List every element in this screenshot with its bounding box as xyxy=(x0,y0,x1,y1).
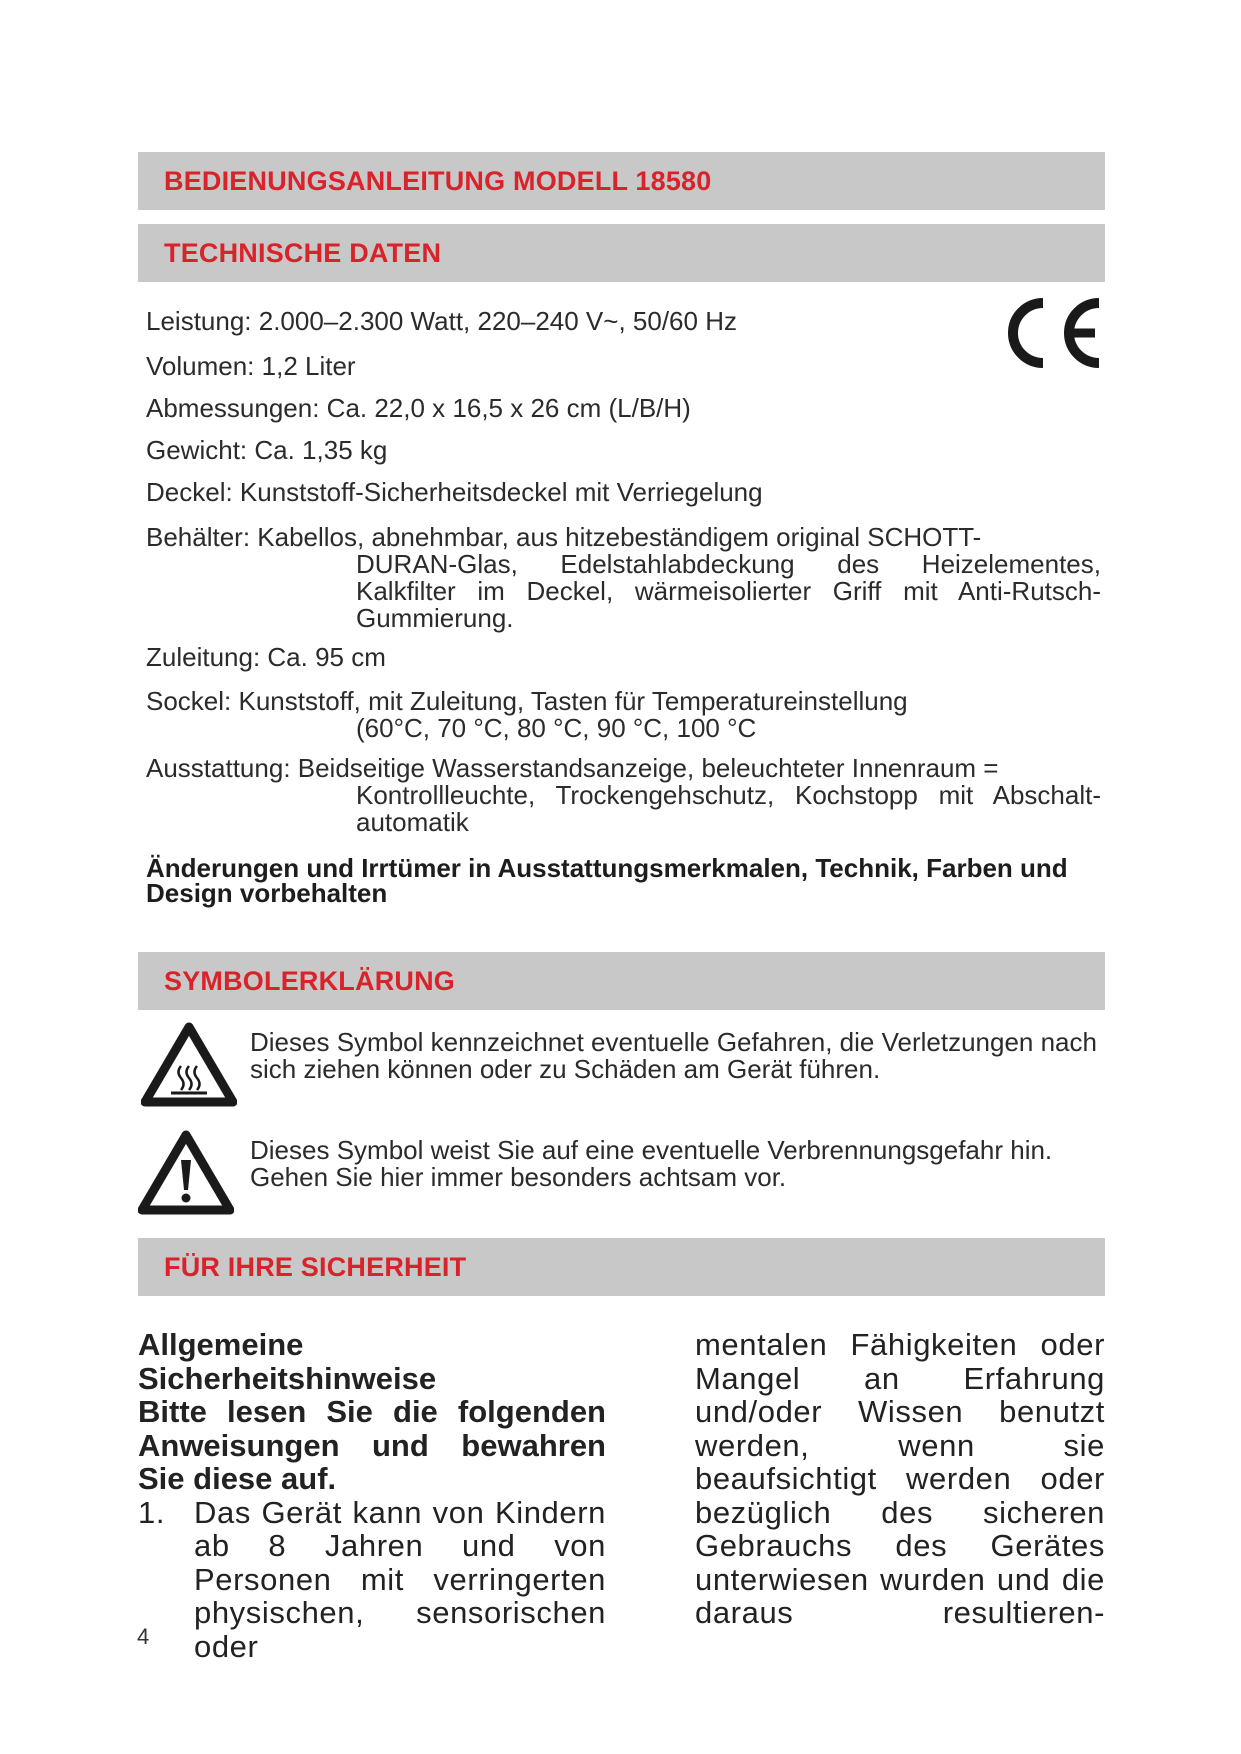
spec-behaelter-line1: Behälter: Kabellos, abnehmbar, aus hitzebeständigem original SCHOTT- xyxy=(146,522,982,552)
spec-ausstattung-cont: Kontrollleuchte, Trockengehschutz, Kochstopp mit Abschalt-automatik xyxy=(356,780,1101,837)
section-technical-bar xyxy=(138,224,1105,282)
spec-behaelter-cont: DURAN-Glas, Edelstahlabdeckung des Heizelementes, Kalkfilter im Deckel, wärmeisolierter Griff mit Anti-Rutsch-Gummierung. xyxy=(356,549,1101,633)
safety-item-1-text: Das Gerät kann von Kindern ab 8 Jahren und von Personen mit verringerten physischen, sensorischen oder xyxy=(194,1494,606,1664)
spec-sockel-cont: (60°C, 70 °C, 80 °C, 90 °C, 100 °C xyxy=(356,713,757,743)
symbols-heading: SYMBOLERKLÄRUNG xyxy=(164,966,455,996)
spec-ausstattung-line1: Ausstattung: Beidseitige Wasserstandsanzeige, beleuchteter Innenraum = xyxy=(146,753,999,783)
spec-abmessungen: Abmessungen: Ca. 22,0 x 16,5 x 26 cm (L/B/H) xyxy=(146,393,691,423)
ce-mark-icon xyxy=(1005,295,1105,371)
spec-gewicht: Gewicht: Ca. 1,35 kg xyxy=(146,435,388,465)
section-title-bar xyxy=(138,152,1105,210)
technical-heading: TECHNISCHE DATEN xyxy=(164,238,442,268)
spec-behaelter xyxy=(146,524,1101,632)
spec-zuleitung: Zuleitung: Ca. 95 cm xyxy=(146,642,386,672)
spec-leistung: Leistung: 2.000–2.300 Watt, 220–240 V~, 50/60 Hz xyxy=(146,306,737,336)
document-title: BEDIENUNGSANLEITUNG MODELL 18580 xyxy=(164,166,712,196)
spec-volumen: Volumen: 1,2 Liter xyxy=(146,351,356,381)
disclaimer-note: Änderungen und Irrtümer in Ausstattungsmerkmalen, Technik, Farben und Design vorbehalten xyxy=(146,853,1068,908)
section-symbols-bar xyxy=(138,952,1105,1010)
section-safety-bar xyxy=(138,1238,1105,1296)
safety-item-1 xyxy=(138,1496,606,1664)
safety-item-1-number: 1. xyxy=(138,1494,166,1530)
safety-intro: Bitte lesen Sie die folgenden Anweisungen und bewahren Sie diese auf. xyxy=(138,1394,606,1496)
safety-column-right: mentalen Fähigkeiten oder Mangel an Erfahrung und/oder Wissen benutzt werden, wenn sie beaufsichtigt werden oder bezüglich des sicheren Gebrauchs des Gerätes unterwiesen wurden und die daraus resultieren- xyxy=(695,1327,1105,1630)
spec-sockel-line1: Sockel: Kunststoff, mit Zuleitung, Tasten für Temperatureinstellung xyxy=(146,686,908,716)
warning-exclamation-icon xyxy=(138,1130,234,1216)
spec-deckel: Deckel: Kunststoff-Sicherheitsdeckel mit Verriegelung xyxy=(146,477,763,507)
spec-ausstattung xyxy=(146,755,1101,836)
hot-surface-warning-icon xyxy=(141,1022,237,1108)
page-number: 4 xyxy=(137,1624,150,1649)
symbol-warning-text: Dieses Symbol weist Sie auf eine eventuelle Verbrennungsgefahr hin. Gehen Sie hier immer besonders achtsam vor. xyxy=(250,1135,1053,1192)
spec-sockel xyxy=(146,688,1101,742)
safety-subheading: Allgemeine Sicherheitshinweise xyxy=(138,1327,437,1396)
safety-column-left xyxy=(138,1328,606,1663)
safety-heading: FÜR IHRE SICHERHEIT xyxy=(164,1252,467,1282)
symbol-hot-text: Dieses Symbol kennzeichnet eventuelle Gefahren, die Verletzungen nach sich ziehen können oder zu Schäden am Gerät führen. xyxy=(250,1027,1097,1084)
